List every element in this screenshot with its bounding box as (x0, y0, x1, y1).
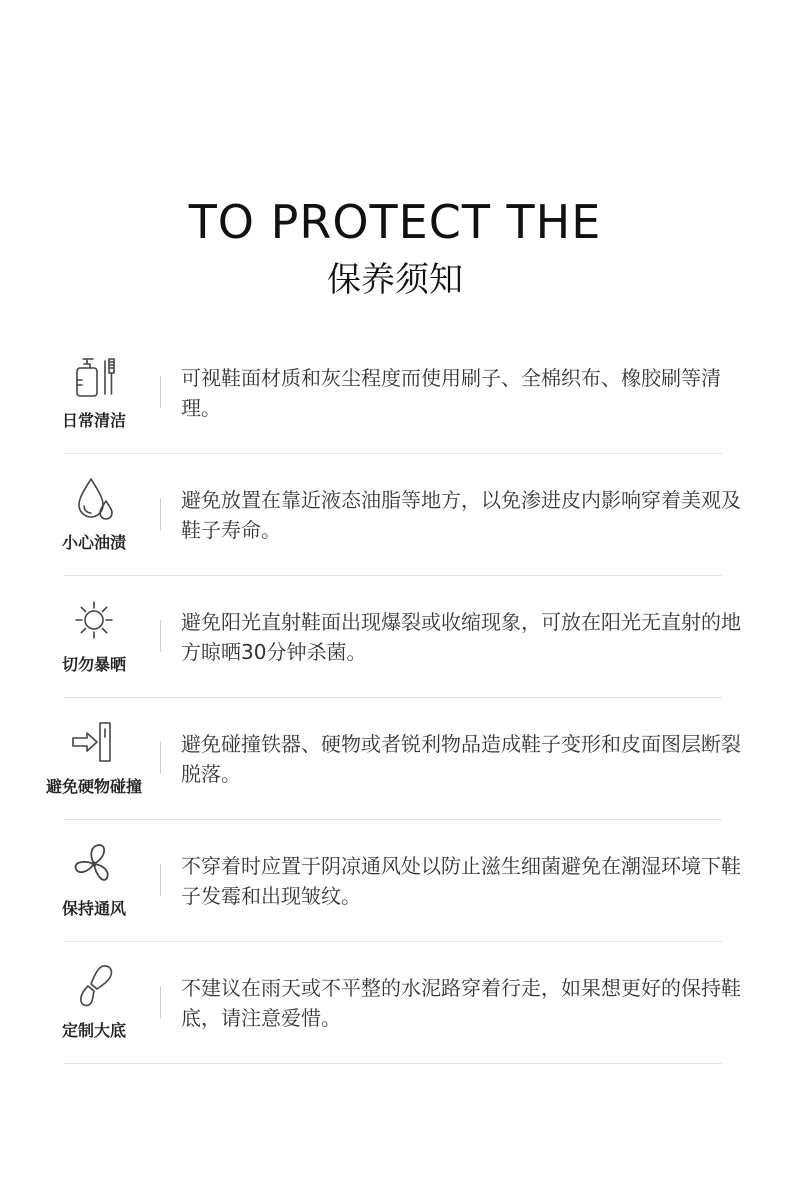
row-divider (64, 1063, 722, 1064)
sun-icon (64, 596, 124, 644)
separator-line (160, 864, 161, 896)
page-title-en: TO PROTECT THE (188, 195, 602, 249)
care-item-oil-stains (0, 454, 790, 576)
care-item-daily-cleaning (0, 332, 790, 454)
fan-icon (64, 840, 124, 888)
care-item-label: 切勿暴晒 (61, 655, 126, 674)
separator-line (160, 742, 161, 774)
oil-drops-icon (64, 474, 124, 522)
page-title-cn: 保养须知 (327, 260, 463, 300)
care-item-label: 定制大底 (61, 1021, 126, 1040)
care-list (0, 332, 790, 1064)
separator-line (160, 620, 161, 652)
cleaning-bottle-icon (64, 352, 124, 400)
care-item-desc: 避免阳光直射鞋面出现爆裂或收缩现象，可放在阳光无直射的地方晾晒30分钟杀菌。 (181, 610, 741, 664)
care-item-label: 小心油渍 (61, 533, 126, 552)
care-item-desc: 避免碰撞铁器、硬物或者锐利物品造成鞋子变形和皮面图层断裂脱落。 (181, 732, 741, 786)
separator-line (160, 498, 161, 530)
care-item-label: 避免硬物碰撞 (45, 777, 142, 796)
care-item-custom-sole (0, 942, 790, 1064)
care-item-avoid-impact (0, 698, 790, 820)
care-item-desc: 不穿着时应置于阴凉通风处以防止滋生细菌避免在潮湿环境下鞋子发霉和出现皱纹。 (181, 854, 741, 908)
separator-line (160, 986, 161, 1018)
care-item-ventilation (0, 820, 790, 942)
care-item-desc: 可视鞋面材质和灰尘程度而使用刷子、全棉织布、橡胶刷等清理。 (181, 366, 721, 420)
care-item-label: 日常清洁 (61, 411, 126, 430)
shoe-sole-icon (64, 962, 124, 1010)
care-item-desc: 不建议在雨天或不平整的水泥路穿着行走，如果想更好的保持鞋底，请注意爱惜。 (181, 976, 741, 1030)
care-item-label: 保持通风 (61, 899, 126, 918)
care-item-desc: 避免放置在靠近液态油脂等地方，以免渗进皮内影响穿着美观及鞋子寿命。 (181, 488, 741, 542)
care-item-no-sun (0, 576, 790, 698)
impact-arrow-icon (64, 718, 124, 766)
separator-line (160, 376, 161, 408)
